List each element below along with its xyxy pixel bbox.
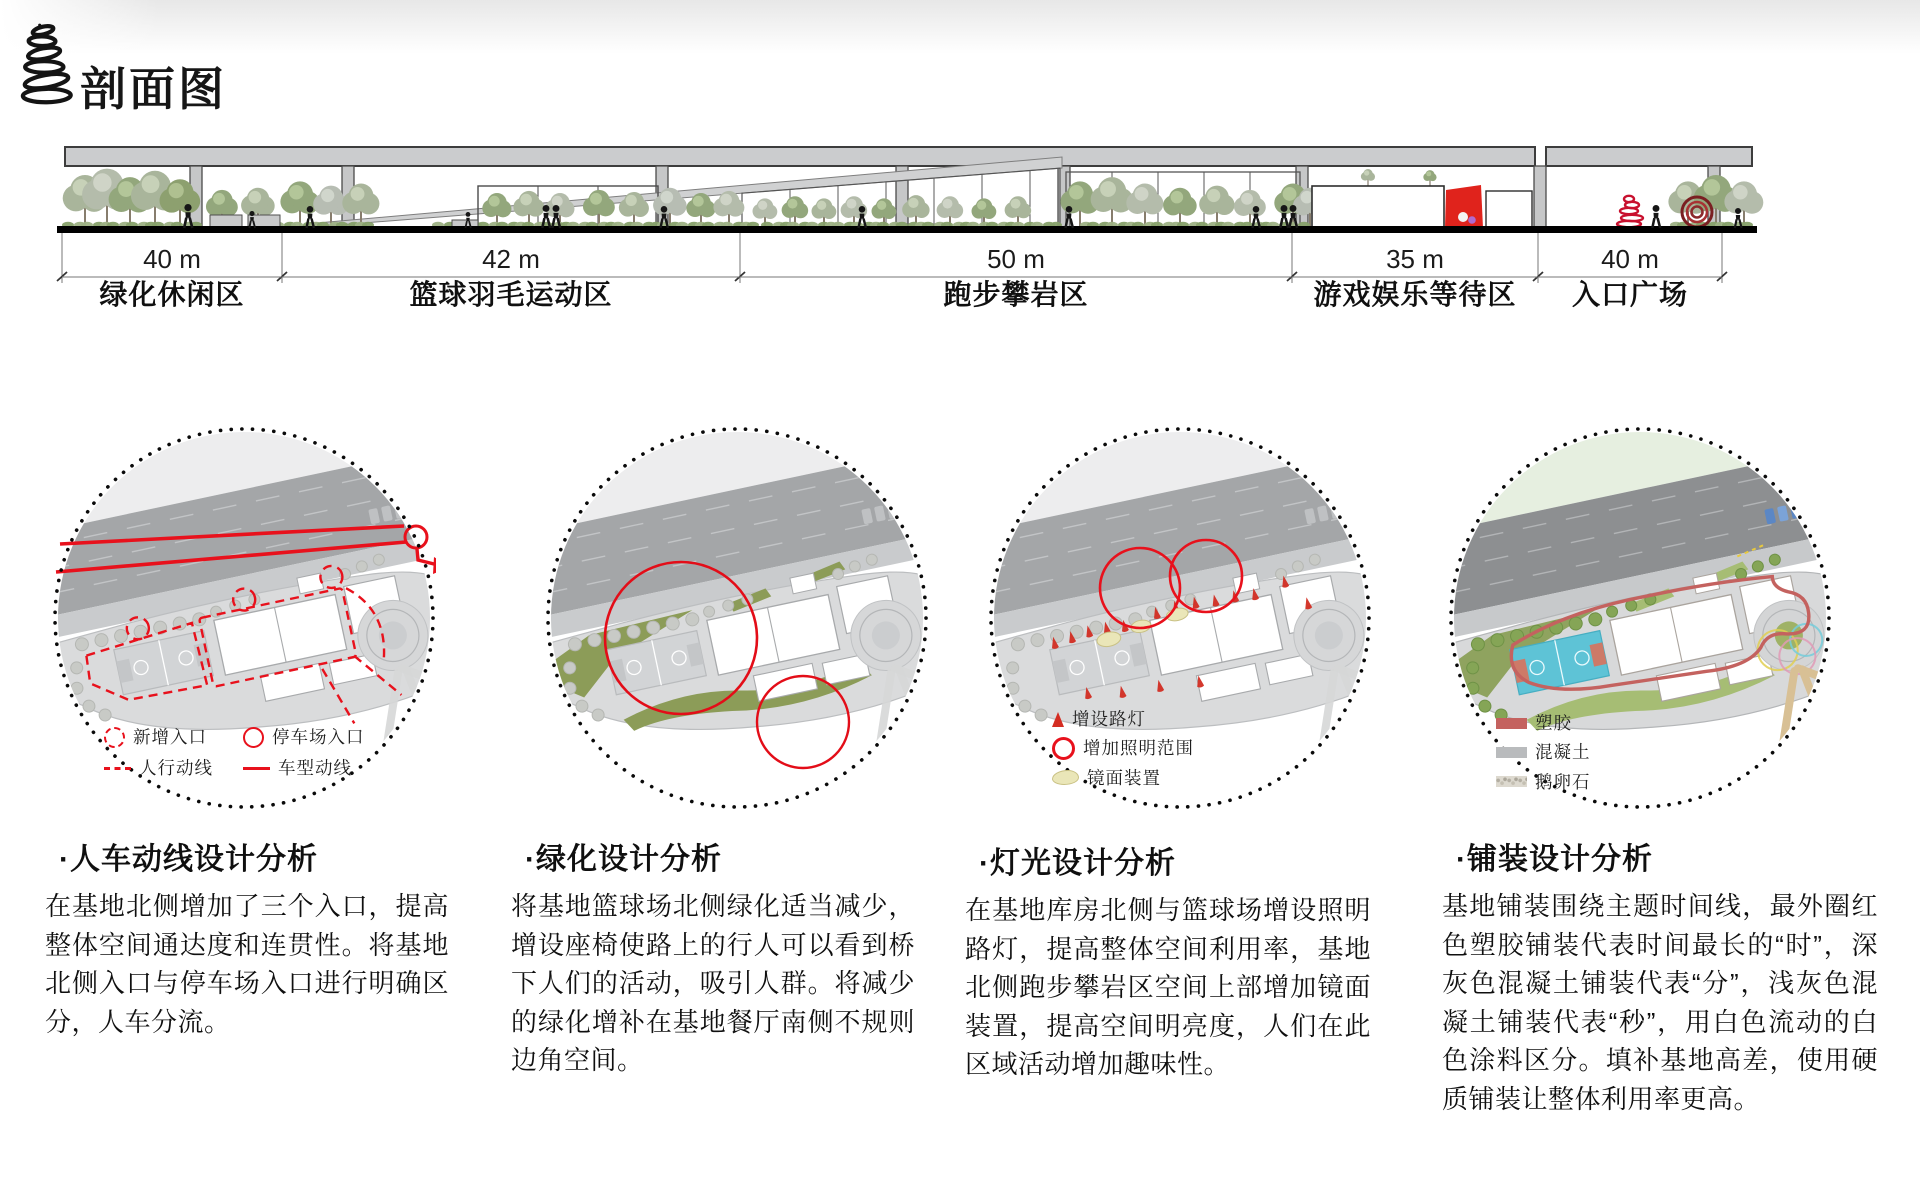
zone-label: 游戏娱乐等待区	[1313, 279, 1517, 310]
zone-label: 入口广场	[1571, 279, 1689, 310]
legend-label: 鹅卵石	[1535, 771, 1591, 792]
analysis-title: ·绿化设计分析	[525, 843, 722, 876]
zone-label: 篮球羽毛运动区	[409, 279, 613, 310]
analysis-text-greening	[511, 834, 915, 1080]
analysis-circle-lighting	[988, 426, 1372, 810]
analysis-circle-greening	[545, 426, 929, 810]
legend-item	[1496, 739, 1591, 765]
legend-item	[243, 724, 365, 750]
dimension-label: 35 m	[1386, 244, 1444, 274]
legend-label: 停车场入口	[272, 727, 365, 747]
circulation-legend	[104, 724, 365, 782]
legend-item	[1496, 710, 1591, 736]
legend-item	[243, 755, 365, 781]
dimension-label: 42 m	[482, 244, 540, 274]
dimension-label: 40 m	[1601, 244, 1659, 274]
legend-item	[104, 755, 213, 781]
legend-label: 镜面装置	[1087, 767, 1161, 788]
analysis-text-circulation	[45, 834, 449, 1041]
greening-plan-svg	[545, 426, 929, 810]
blob-icon	[1052, 770, 1079, 785]
zone-label: 跑步攀岩区	[943, 279, 1089, 310]
legend-item	[1052, 706, 1194, 732]
legend-label: 增设路灯	[1072, 709, 1146, 729]
paving-legend	[1496, 710, 1591, 795]
page-title: 剖面图	[80, 63, 227, 115]
legend-label: 混凝土	[1535, 742, 1591, 763]
dimension-label: 40 m	[143, 244, 201, 274]
analysis-title: ·铺装设计分析	[1456, 843, 1653, 876]
dashed-circle-icon	[104, 727, 125, 748]
analysis-text-paving	[1442, 834, 1878, 1118]
analysis-title: ·灯光设计分析	[979, 847, 1176, 880]
solid-circle-icon	[243, 727, 264, 748]
dashed-line-icon	[104, 767, 131, 770]
analysis-body: 基地铺装围绕主题时间线，最外圈红色塑胶铺装代表时间最长的“时”，深灰色混凝土铺装代表“分”，浅灰色混凝土铺装代表“秒”，用白色流动的白色涂料区分。填补基地高差，使用硬质铺装让整体利用率更高。	[1442, 891, 1878, 1114]
zone-label: 绿化休闲区	[99, 279, 245, 310]
swatch-pebble-icon	[1496, 776, 1527, 787]
analysis-circle-circulation	[52, 426, 436, 810]
swatch-gray-icon	[1496, 747, 1527, 758]
dims-layer	[57, 233, 1727, 310]
legend-label: 塑胶	[1535, 713, 1572, 733]
legend-label: 车型动线	[278, 758, 352, 779]
legend-item	[1052, 765, 1194, 791]
legend-label: 人行动线	[139, 758, 213, 779]
analysis-circle-paving	[1448, 426, 1832, 810]
section-drawing	[0, 0, 1920, 330]
legend-item	[1496, 769, 1591, 795]
solid-line-icon	[243, 767, 270, 770]
legend-label: 新增入口	[133, 727, 207, 747]
analysis-text-lighting	[965, 838, 1371, 1084]
dimension-label: 50 m	[987, 244, 1045, 274]
ground-layer	[57, 226, 1757, 233]
legend-label: 增加照明范围	[1083, 738, 1194, 759]
swatch-red-icon	[1496, 718, 1527, 729]
analysis-body: 将基地篮球场北侧绿化适当减少，增设座椅使路上的行人可以看到桥下人们的活动，吸引人群。将减少的绿化增补在基地餐厅南侧不规则边角空间。	[511, 891, 915, 1075]
lighting-legend	[1052, 706, 1194, 791]
analysis-body: 在基地库房北侧与篮球场增设照明路灯，提高整体空间利用率，基地北侧跑步攀岩区空间上部增加镜面装置，提高空间明亮度，人们在此区域活动增加趣味性。	[965, 895, 1371, 1079]
circle-outline-icon	[1052, 737, 1075, 760]
legend-item	[104, 724, 213, 750]
legend-item	[1052, 735, 1194, 761]
lamp-icon	[1052, 712, 1064, 727]
analysis-body: 在基地北侧增加了三个入口，提高整体空间通达度和连贯性。将基地北侧入口与停车场入口进行明确区分，人车分流。	[45, 891, 449, 1037]
analysis-title: ·人车动线设计分析	[59, 843, 318, 876]
